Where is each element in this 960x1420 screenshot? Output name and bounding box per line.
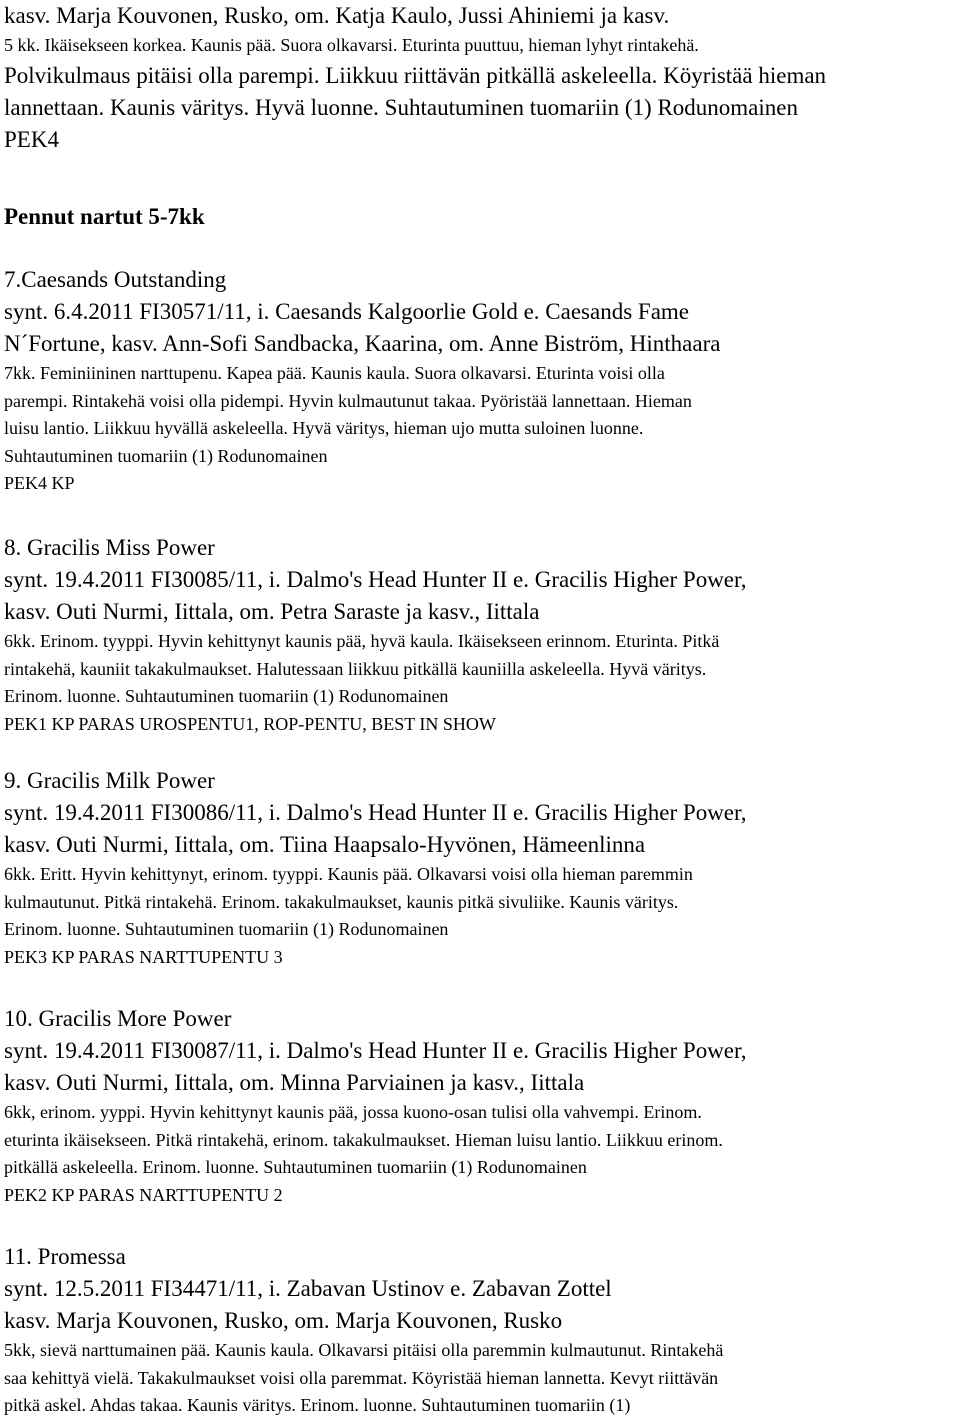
critique-line: Erinom. luonne. Suhtautuminen tuomariin (1) Rodunomainen	[4, 919, 449, 939]
entry-owner: kasv. Outi Nurmi, Iittala, om. Petra Saraste ja kasv., Iittala	[4, 599, 540, 624]
critique-line: 7kk. Feminiininen narttupenu. Kapea pää. Kaunis kaula. Suora olkavarsi. Eturinta voisi olla	[4, 363, 665, 383]
result-line: PEK4 KP	[4, 473, 75, 493]
result-line: PEK4	[4, 126, 59, 152]
entry-name: 10. Gracilis More Power	[4, 1006, 232, 1031]
critique-line: Suhtautuminen tuomariin (1) Rodunomainen	[4, 445, 328, 466]
entry-owner: N´Fortune, kasv. Ann-Sofi Sandbacka, Kaarina, om. Anne Biström, Hinthaara	[4, 331, 721, 356]
critique-line: parempi. Rintakehä voisi olla pidempi. Hyvin kulmautunut takaa. Pyöristää lannettaan. Hieman	[4, 390, 692, 411]
critique-line: pitkällä askeleella. Erinom. luonne. Suhtautuminen tuomariin (1) Rodunomainen	[4, 1157, 587, 1177]
section-heading: Pennut nartut 5-7kk	[4, 204, 205, 229]
critique-line: kulmautunut. Pitkä rintakehä. Erinom. takakulmaukset, kaunis pitkä sivuliike. Kaunis väritys.	[4, 891, 679, 912]
critique-line: rintakehä, kauniit takakulmaukset. Halutessaan liikkuu pitkällä kauniilla askeleella. Hyvä väritys.	[4, 658, 707, 679]
critique-line: Polvikulmaus pitäisi olla parempi. Liikkuu riittävän pitkällä askeleella. Köyristää hieman	[4, 62, 827, 88]
critique-line: pitkä askel. Ahdas takaa. Kaunis väritys. Erinom. luonne. Suhtautuminen tuomariin (1)	[4, 1395, 631, 1415]
entry-10	[4, 1003, 747, 1209]
entry-owner: kasv. Marja Kouvonen, Rusko, om. Marja Kouvonen, Rusko	[4, 1308, 563, 1333]
critique-line: saa kehittyä vielä. Takakulmaukset voisi olla paremmat. Köyristää hieman lannetta. Kevyt riittävän	[4, 1367, 719, 1388]
result-line: PEK1 KP PARAS UROSPENTU1, ROP-PENTU, BEST IN SHOW	[4, 713, 496, 734]
entry-birth: synt. 19.4.2011 FI30087/11, i. Dalmo's Head Hunter II e. Gracilis Higher Power,	[4, 1038, 747, 1063]
critique-line: 5kk, sievä narttumainen pää. Kaunis kaula. Olkavarsi pitäisi olla paremmin kulmautunut. Rintakehä	[4, 1340, 724, 1360]
previous-entry-continuation	[4, 0, 826, 156]
critique-line: 5 kk. Ikäisekseen korkea. Kaunis pää. Suora olkavarsi. Eturinta puuttuu, hieman lyhyt rintakehä.	[4, 35, 699, 55]
entry-birth: synt. 19.4.2011 FI30086/11, i. Dalmo's Head Hunter II e. Gracilis Higher Power,	[4, 800, 747, 825]
critique-line: luisu lantio. Liikkuu hyvällä askeleella. Hyvä väritys, hieman ujo mutta suloinen luonne.	[4, 418, 644, 438]
critique-line: 6kk. Erinom. tyyppi. Hyvin kehittynyt kaunis pää, hyvä kaula. Ikäisekseen erinnom. Eturinta. Pitkä	[4, 631, 720, 651]
entry-owner: kasv. Outi Nurmi, Iittala, om. Minna Parviainen ja kasv., Iittala	[4, 1070, 585, 1095]
result-line: PEK2 KP PARAS NARTTUPENTU 2	[4, 1184, 283, 1205]
critique-line: lannettaan. Kaunis väritys. Hyvä luonne. Suhtautuminen tuomariin (1) Rodunomainen	[4, 94, 798, 120]
critique-line: eturinta ikäisekseen. Pitkä rintakehä, erinom. takakulmaukset. Hieman luisu lantio. Liikkuu erinom.	[4, 1129, 723, 1150]
entry-owner: kasv. Outi Nurmi, Iittala, om. Tiina Haapsalo-Hyvönen, Hämeenlinna	[4, 832, 646, 857]
entry-name: 9. Gracilis Milk Power	[4, 768, 215, 793]
entry-name: 8. Gracilis Miss Power	[4, 535, 215, 560]
result-line: PEK3 KP PARAS NARTTUPENTU 3	[4, 946, 283, 967]
entry-birth: synt. 19.4.2011 FI30085/11, i. Dalmo's Head Hunter II e. Gracilis Higher Power,	[4, 567, 747, 592]
entry-11	[4, 1241, 723, 1420]
critique-line: 6kk. Eritt. Hyvin kehittynyt, erinom. tyyppi. Kaunis pää. Olkavarsi voisi olla hieman paremmin	[4, 864, 693, 884]
entry-8	[4, 532, 747, 738]
owner-line: kasv. Marja Kouvonen, Rusko, om. Katja Kaulo, Jussi Ahiniemi ja kasv.	[4, 3, 670, 28]
critique-line: 6kk, erinom. yyppi. Hyvin kehittynyt kaunis pää, jossa kuono-osan tulisi olla vahvempi. Erinom.	[4, 1102, 702, 1122]
entry-name: 7.Caesands Outstanding	[4, 267, 227, 292]
entry-9	[4, 765, 747, 971]
entry-name: 11. Promessa	[4, 1244, 126, 1269]
entry-birth: synt. 6.4.2011 FI30571/11, i. Caesands Kalgoorlie Gold e. Caesands Fame	[4, 299, 690, 324]
entry-birth: synt. 12.5.2011 FI34471/11, i. Zabavan Ustinov e. Zabavan Zottel	[4, 1276, 612, 1301]
entry-7	[4, 264, 720, 498]
critique-line: Erinom. luonne. Suhtautuminen tuomariin (1) Rodunomainen	[4, 686, 449, 706]
